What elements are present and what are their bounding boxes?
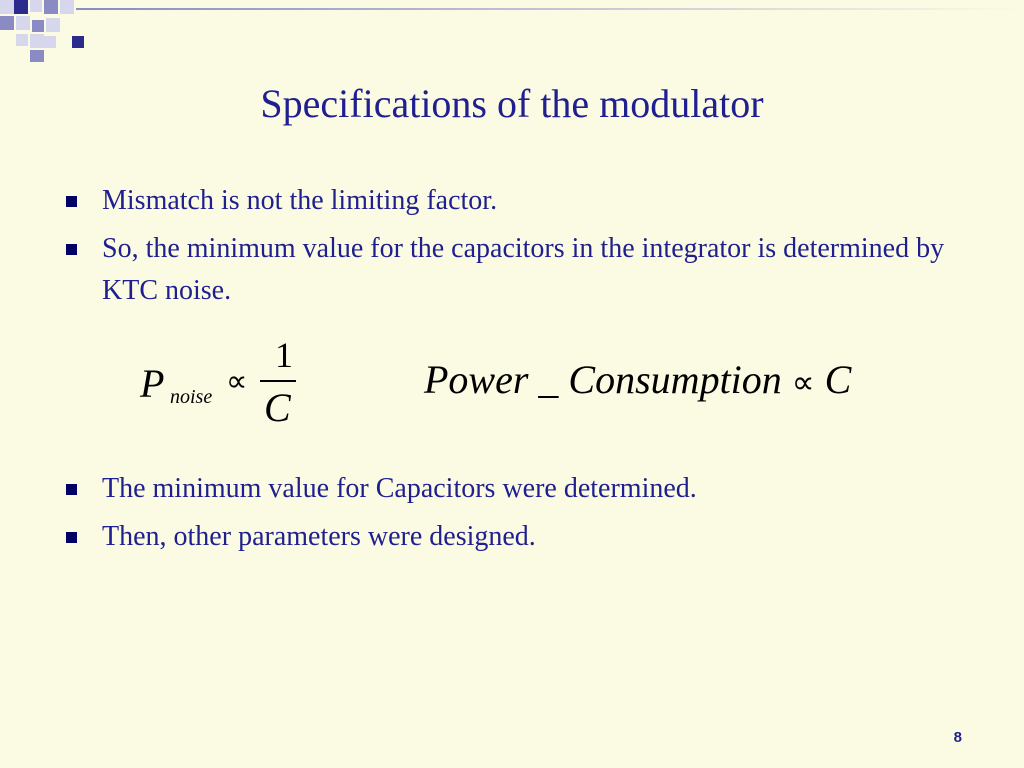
fraction-denominator: C <box>264 385 291 430</box>
bullet-item <box>62 516 962 558</box>
bullet-list-top <box>62 180 962 312</box>
header-gradient-bar <box>76 8 1024 10</box>
proportional-symbol: ∝ <box>791 364 815 400</box>
formula-lhs: Power _ Consumption <box>424 357 782 402</box>
bullet-item <box>62 468 962 510</box>
bullet-item <box>62 228 962 312</box>
slide-title: Specifications of the modulator <box>260 81 764 126</box>
bullet-text: Then, other parameters were designed. <box>102 521 536 552</box>
formula-rhs: C <box>824 357 852 402</box>
square-bullet-icon <box>66 196 77 207</box>
square-bullet-icon <box>66 484 77 495</box>
proportional-symbol: ∝ <box>226 365 248 398</box>
formula-lhs-subscript: noise <box>170 386 213 408</box>
page-number: 8 <box>953 729 962 746</box>
formula-noise-proportional <box>140 335 310 438</box>
bullet-text: The minimum value for Capacitors were determined. <box>102 473 697 504</box>
fraction-numerator: 1 <box>275 335 293 375</box>
bullet-list-bottom <box>62 468 962 558</box>
bullet-item <box>62 180 962 222</box>
square-bullet-icon <box>66 532 77 543</box>
fraction-bar <box>260 380 296 382</box>
bullet-text: So, the minimum value for the capacitors in the integrator is determined by KTC noise. <box>102 233 945 306</box>
formula-lhs: P <box>140 361 165 406</box>
formula-power-consumption <box>424 356 851 403</box>
square-bullet-icon <box>66 244 77 255</box>
bullet-text: Mismatch is not the limiting factor. <box>102 185 498 216</box>
